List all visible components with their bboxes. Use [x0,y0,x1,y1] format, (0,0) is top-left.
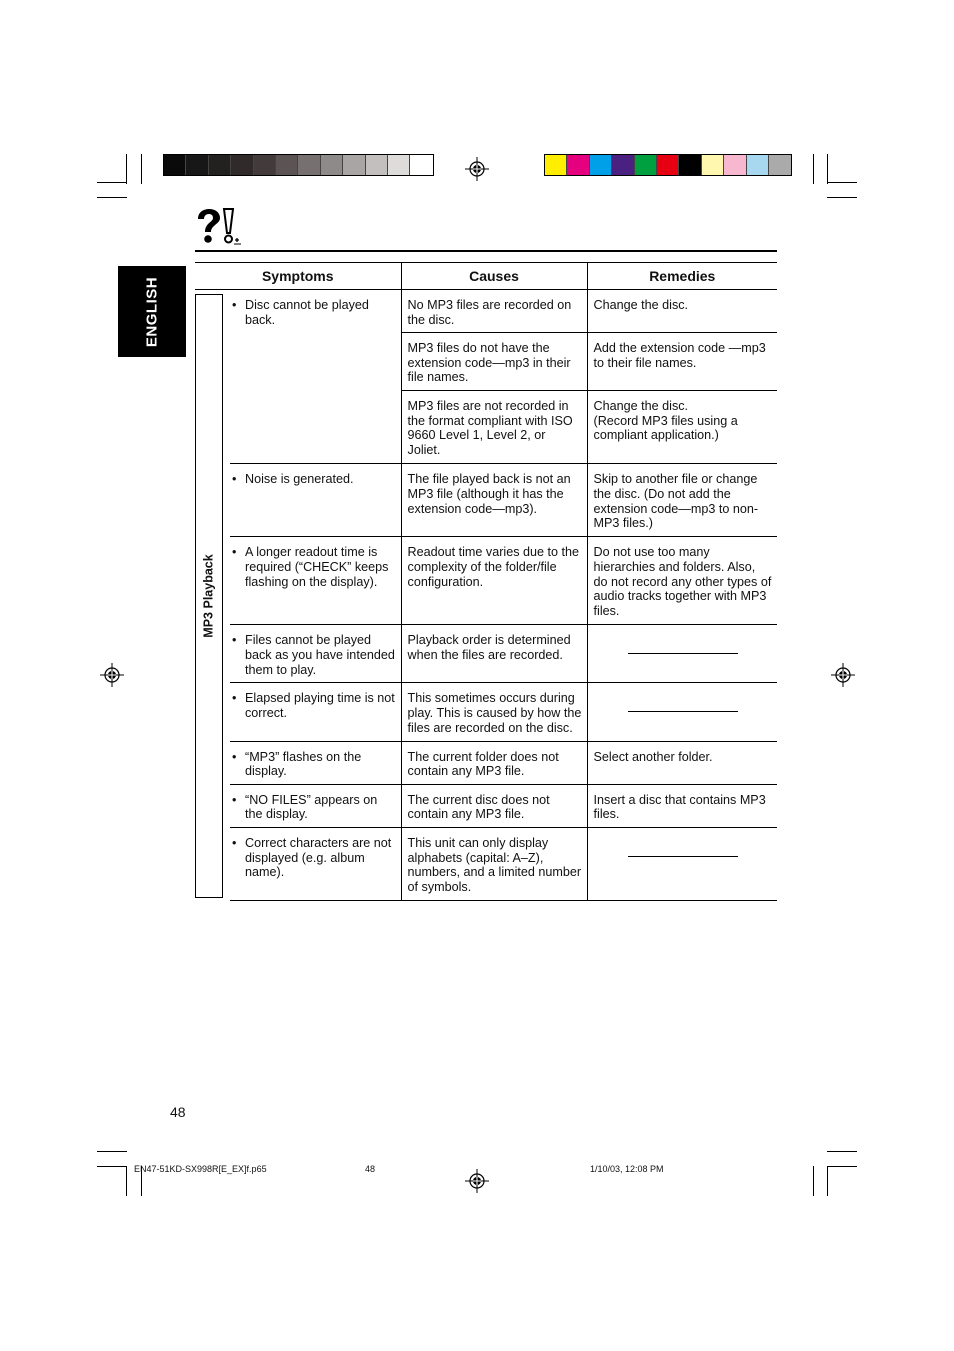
remedy-text: Select another folder. [593,749,713,764]
footer-date: 1/10/03, 12:08 PM [590,1164,664,1174]
symptom-text: “MP3” flashes on the display. [245,749,362,779]
footer-page: 48 [365,1164,376,1174]
symptom-text: A longer readout time is required (“CHECK” keeps flashing on the display). [245,545,389,589]
symptom-text: Disc cannot be played back. [245,298,369,327]
crop-mark [813,154,814,184]
table-row [195,741,777,784]
symptom-cell [230,625,401,683]
cause-cell: Readout time varies due to the complexity of the folder/file configuration. [401,537,587,625]
calibration-swatch [231,155,253,175]
table-row [195,784,777,827]
cause-cell: MP3 files are not recorded in the format compliant with ISO 9660 Level 1, Level 2, or Joliet. [401,391,587,464]
crop-mark [827,1166,828,1196]
calibration-swatch [590,155,612,175]
color-calibration-strip [544,154,792,176]
remedy-cell [587,537,777,625]
remedy-cell [587,683,777,741]
remedy-cell [587,784,777,827]
table-row [195,290,777,333]
calibration-swatch [657,155,679,175]
crop-mark [827,1151,857,1152]
crop-mark [827,182,857,183]
remedy-cell [587,391,777,464]
cause-cell: MP3 files do not have the extension code—mp3 in their file names. [401,333,587,391]
troubleshooting-table [195,262,777,901]
language-tab [118,266,186,357]
remedy-cell [587,741,777,784]
remedy-text: Insert a disc that contains MP3 files. [593,792,766,822]
calibration-swatch [343,155,365,175]
crop-mark [97,182,127,183]
symptom-text: “NO FILES” appears on the display. [245,792,378,822]
registration-mark-icon [465,1169,489,1193]
symptom-text: Elapsed playing time is not correct. [245,691,395,721]
registration-mark-icon [831,663,855,687]
page-number: 48 [170,1104,186,1120]
calibration-swatch [635,155,657,175]
bullet-icon: • [232,792,237,807]
calibration-swatch [702,155,724,175]
cause-cell: Playback order is determined when the files are recorded. [401,625,587,683]
crop-mark [827,1166,857,1167]
symptom-text: Correct characters are not displayed (e.g. album name). [245,835,392,880]
symptom-cell [230,741,401,784]
header-rule [195,250,777,252]
cause-cell: This sometimes occurs during play. This is caused by how the files are recorded on the disc. [401,683,587,741]
calibration-swatch [679,155,701,175]
crop-mark [97,197,127,198]
category-cell [195,290,230,901]
calibration-swatch [567,155,589,175]
calibration-swatch [276,155,298,175]
calibration-swatch [254,155,276,175]
table-row [195,625,777,683]
registration-mark-icon [100,663,124,687]
remedy-text: Add the extension code —mp3 to their file names. [593,341,766,370]
remedy-text: Change the disc. [593,298,689,312]
table-row [195,537,777,625]
header-causes: Causes [401,263,587,290]
header-symptoms: Symptoms [195,263,401,290]
category-label: MP3 Playback [201,554,216,638]
table-row [195,683,777,741]
cause-cell: This unit can only display alphabets (capital: A–Z), numbers, and a limited number of symbols. [401,827,587,900]
symptom-cell [230,784,401,827]
symptom-cell [230,683,401,741]
calibration-swatch [724,155,746,175]
remedy-cell [587,290,777,333]
crop-mark [827,154,828,184]
remedy-text: Do not use too many hierarchies and folders. Also, do not record any other types of audio tracks together with MP3 files. [593,545,772,618]
bullet-icon: • [232,633,237,648]
language-tab-label: ENGLISH [143,276,161,347]
calibration-swatch [545,155,567,175]
table-row [195,464,777,537]
crop-mark [813,1166,814,1196]
calibration-swatch [410,155,432,175]
bullet-icon: • [232,545,237,560]
no-remedy-line [628,653,738,654]
calibration-swatch [186,155,208,175]
grayscale-calibration-strip [163,154,434,176]
symptom-cell [230,290,401,464]
bullet-icon: • [232,298,237,312]
crop-mark [141,154,142,184]
no-remedy-line [628,711,738,712]
bullet-icon: • [232,749,237,764]
cause-cell: The file played back is not an MP3 file (although it has the extension code—mp3). [401,464,587,537]
symptom-cell [230,827,401,900]
remedy-text: Change the disc. (Record MP3 files using a compliant application.) [593,399,738,443]
calibration-swatch [366,155,388,175]
calibration-swatch [388,155,410,175]
crop-mark [126,1166,127,1196]
remedy-text: Skip to another file or change the disc. (Do not add the extension code—mp3 to non-MP3 files.) [593,472,759,531]
troubleshooting-icon [195,208,245,246]
remedy-cell [587,464,777,537]
bullet-icon: • [232,835,237,850]
crop-mark [97,1166,127,1167]
symptom-text: Files cannot be played back as you have intended them to play. [245,633,395,677]
calibration-swatch [747,155,769,175]
calibration-swatch [321,155,343,175]
table-row [195,827,777,900]
cause-cell: No MP3 files are recorded on the disc. [401,290,587,333]
crop-mark [827,197,857,198]
registration-mark-icon [465,157,489,181]
crop-mark [126,154,127,184]
bullet-icon: • [232,472,237,487]
calibration-swatch [612,155,634,175]
symptom-cell [230,464,401,537]
category-box [195,294,223,898]
symptom-cell [230,537,401,625]
bullet-icon: • [232,691,237,706]
header-remedies: Remedies [587,263,777,290]
cause-cell: The current folder does not contain any MP3 file. [401,741,587,784]
remedy-cell [587,827,777,900]
calibration-swatch [769,155,791,175]
calibration-swatch [164,155,186,175]
symptom-text: Noise is generated. [245,472,354,487]
crop-mark [97,1151,127,1152]
calibration-swatch [209,155,231,175]
calibration-swatch [298,155,320,175]
table-header-row [195,263,777,290]
remedy-cell [587,333,777,391]
footer-filename: EN47-51KD-SX998R[E_EX]f.p65 [134,1164,267,1174]
cause-cell: The current disc does not contain any MP3 file. [401,784,587,827]
remedy-cell [587,625,777,683]
no-remedy-line [628,856,738,857]
